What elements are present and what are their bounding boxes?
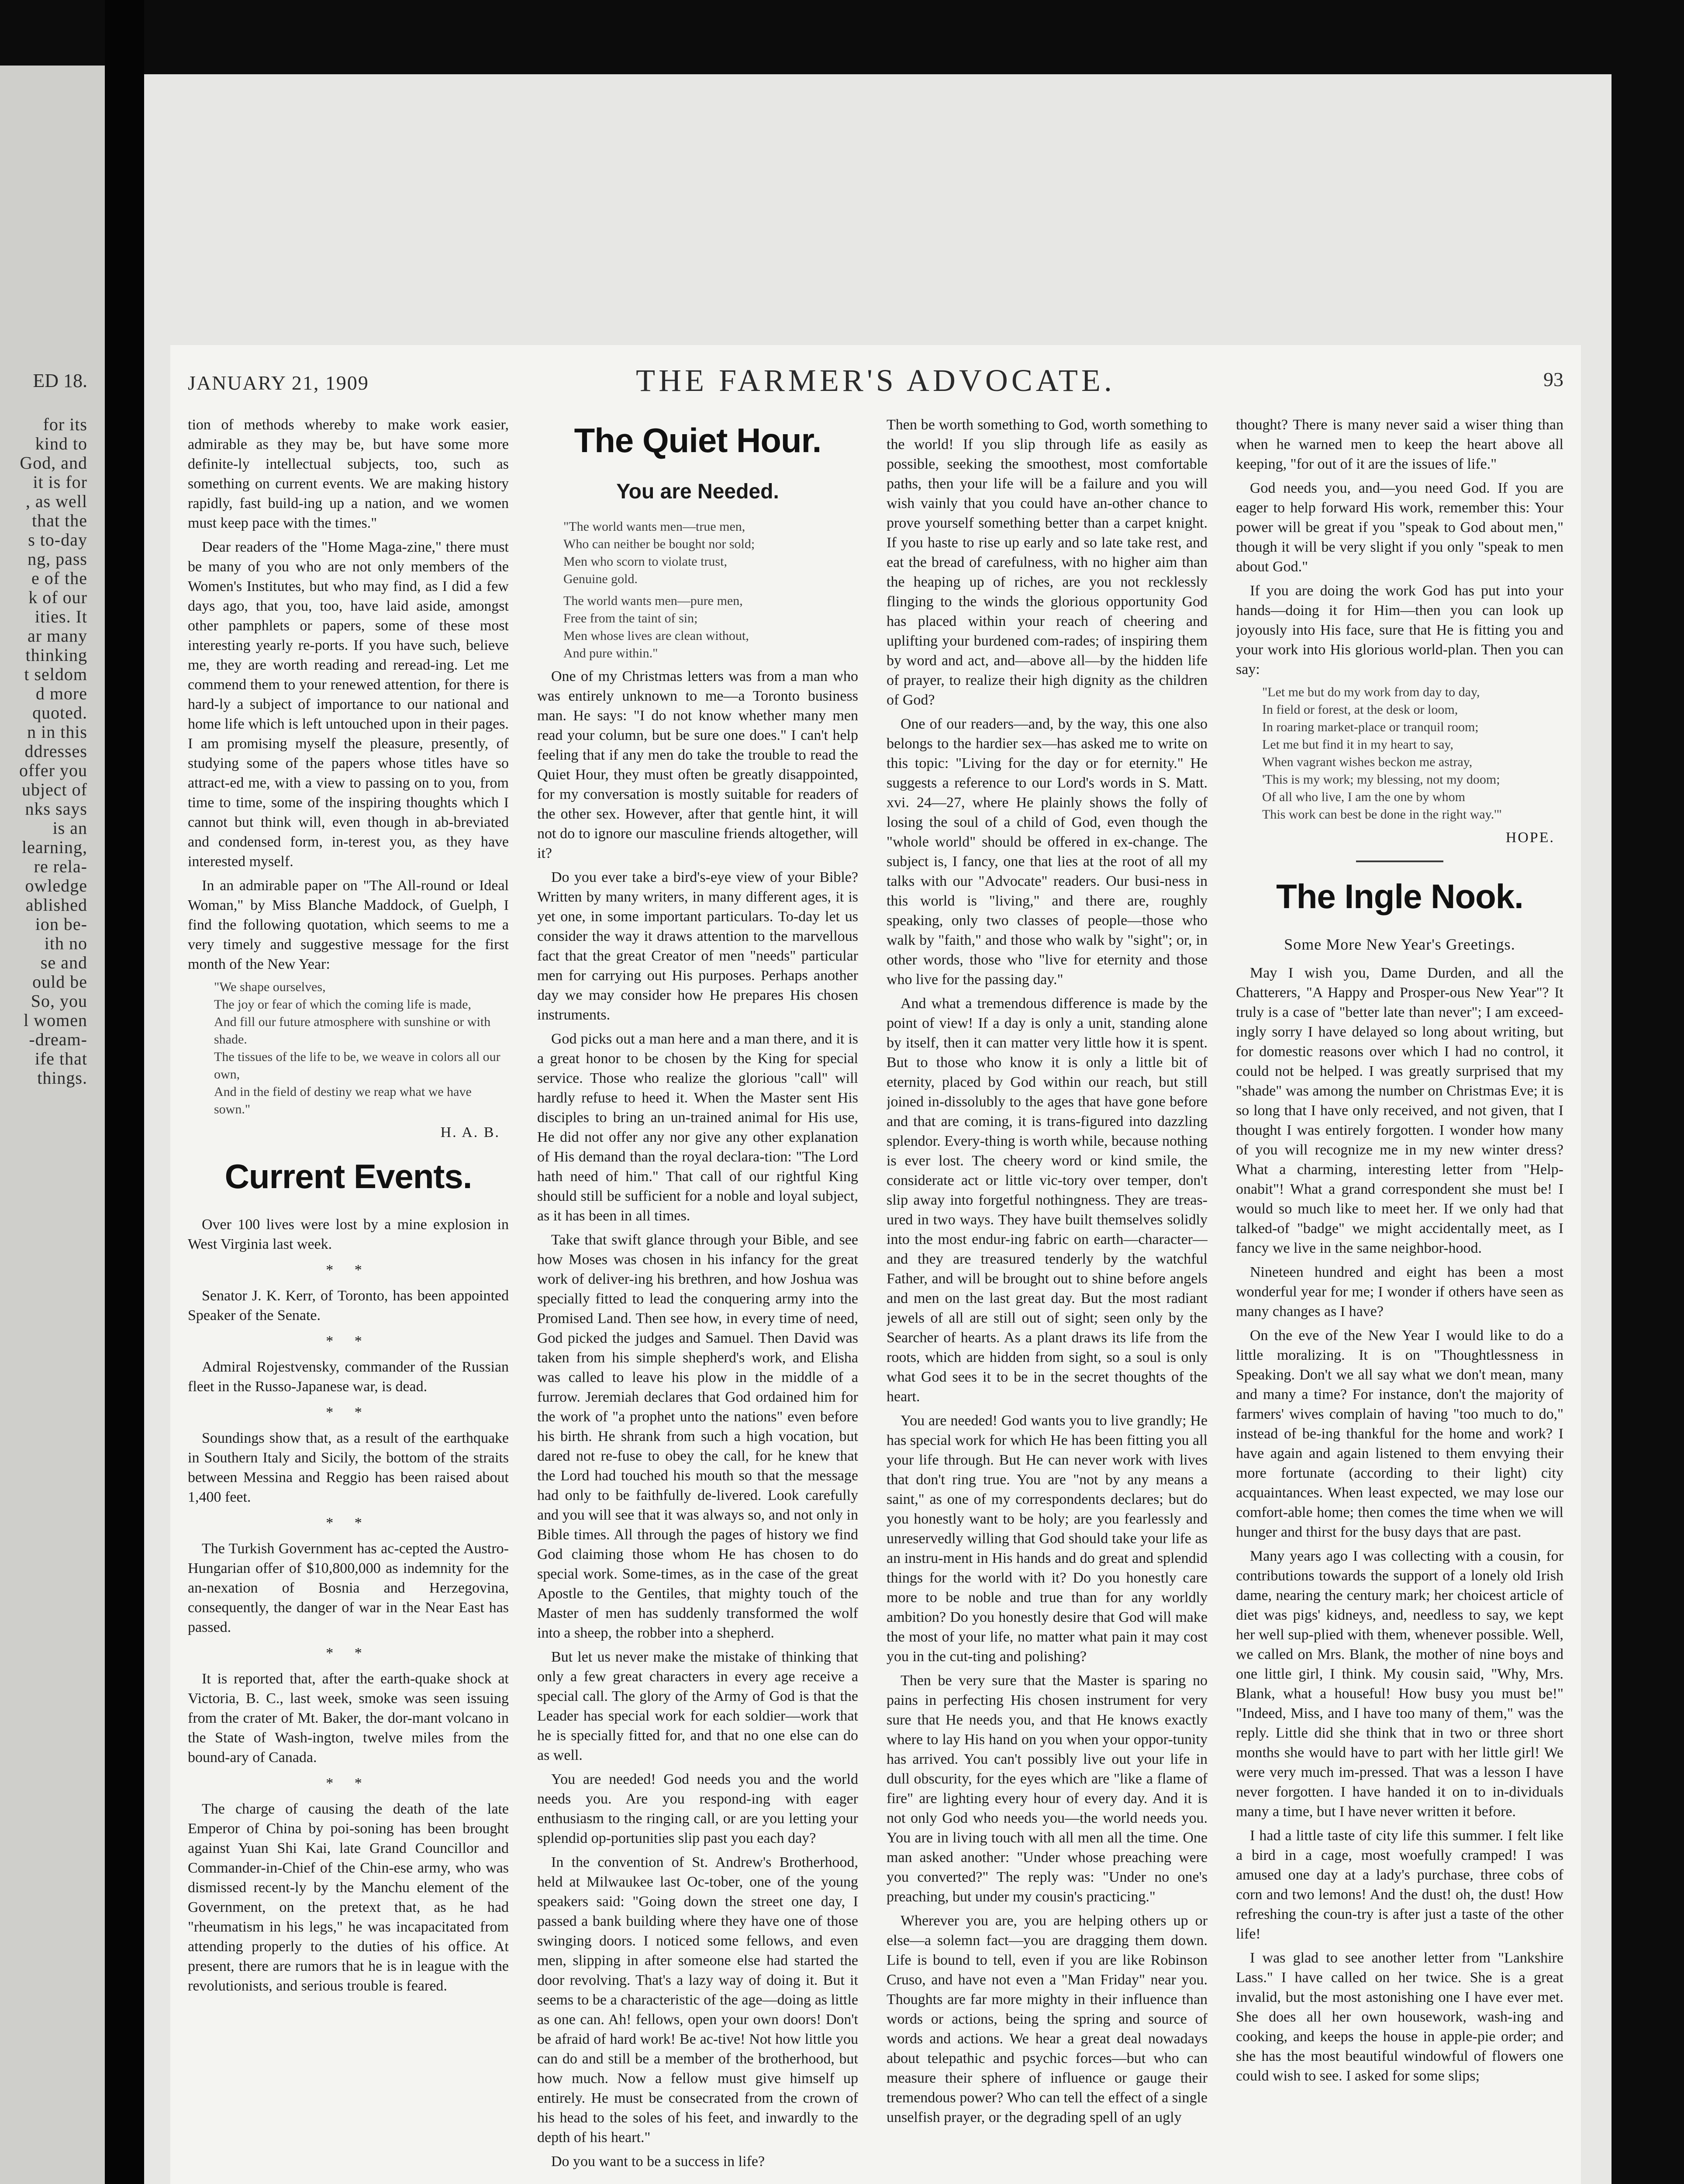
paragraph: You are needed! God needs you and the world needs you. Are you respond-ing with eager enthusiasm to the ringing call, or are you letting your splendid op-portunities slip past you each day? <box>537 1771 858 1846</box>
issue-date: JANUARY 21, 1909 <box>188 372 369 394</box>
paragraph: If you are doing the work God has put into your hands—doing it for Him—then you can look up joyously into His face, sure that He is fitting you and your work into His glorious world-plan. Then you can say: <box>1236 583 1563 677</box>
separator: * * <box>326 1404 371 1420</box>
paragraph: In an admirable paper on "The All-round or Ideal Woman," by Miss Blanche Maddock, of Guelph, I find the following quotation, which seems to me a very timely and suggestive message for the first month of the New Year: <box>188 878 509 972</box>
paragraph: One of our readers—and, by the way, this one also belongs to the hardier sex—has asked me to write on this topic: "Living for the day or for eternity." He suggests a reference to our Lord's words in S. Matt. xvi. 24—27, where He plainly shows the folly of losing the soul of a child of God, even though the "whole world" should be offered in ex-change. The subject is, I fancy, one that lies at the root of all my talks with our "Advocate" readers. Our busi-ness in this world is "living," and there are, roughly speaking, only two classes of people—those who walk by "faith," and those who walk by "sight"; or, in other words, those who "live for eternity and those who live for the passing day." <box>887 716 1208 988</box>
column-2 <box>537 415 858 2184</box>
news-item: Soundings show that, as a result of the earthquake in Southern Italy and Sicily, the bottom of the straits between Messina and Reggio has been raised about 1,400 feet. <box>188 1430 509 1505</box>
separator: * * <box>326 1515 371 1531</box>
paragraph: Many years ago I was collecting with a cousin, for contributions towards the support of a lonely old Irish dame, nearing the century mark; her choicest article of diet was pigs' kidneys, and, needless to say, we kept her well sup-plied with them, whenever possible. Well, we called on Mrs. Blank, the mother of nine boys and one little girl, I think. My cousin said, "Why, Mrs. Blank, what a houseful! How busy you must be!" "Indeed, Miss, and I have too many of them," was the reply. Little did she think that in two or three short months she would have to part with her little girl! We were very much im-pressed. That was a lesson I have never forgotten. I have handed it on to in-dividuals many a time, but I have never written it before. <box>1236 1548 1563 1820</box>
paragraph: Do you want to be a success in life? <box>551 2153 765 2170</box>
news-item: Over 100 lives were lost by a mine explosion in West Virginia last week. <box>188 1216 509 1252</box>
page-content <box>170 345 1581 2184</box>
paragraph: Then be worth something to God, worth something to the world! If you slip through life as easily as possible, seeking the smoothest, most comfortable paths, then your life will be a failure and you will wish vainly that you could have an-other chance to prove yourself something better than a carpet knight. If you haste to rise up early and so late take rest, and eat the bread of carefulness, with no higher aim than the heaping up of riches, are you not recklessly flinging to the winds the glorious opportunity God has placed within your reach of cheering and uplifting your burdened com-rades; of inspiring them by word and act, and—above all—by the hidden life of prayer, to realize their high dignity as the children of God? <box>887 417 1208 708</box>
paragraph: But let us never make the mistake of thinking that only a few great characters in every age receive a special call. The glory of the Army of God is that the Leader has special work for each soldier—work that he is specially fitted for, and that no one else can do as well. <box>537 1649 858 1763</box>
news-item: It is reported that, after the earth-quake shock at Victoria, B. C., last week, smoke was seen issuing from the crater of Mt. Baker, the dor-mant volcano in the State of Wash-ington, twelve miles from the bound-ary of Canada. <box>188 1671 509 1766</box>
separator: * * <box>326 1645 371 1661</box>
paragraph: Wherever you are, you are helping others up or else—a solemn fact—you are dragging them down. Life is bound to tell, even if you are like Robinson Cruso, and have not even a "Man Friday" near you. Thoughts are far more mighty in their influence than words or actions, being the spring and source of words and actions. We hear a great deal nowadays about telepathic and psychic forces—but who can measure their sphere of influence or gauge their tremendous power? Who can tell the effect of a single unselfish prayer, or the degrading spell of an ugly <box>887 1913 1208 2125</box>
paragraph: thought? There is many never said a wiser thing than when he warned men to keep the heart above all keeping, "for out of it are the issues of life." <box>1236 417 1563 472</box>
masthead-title: THE FARMER'S ADVOCATE. <box>636 363 1115 398</box>
ingle-nook-heading: The Ingle Nook. <box>1276 877 1523 916</box>
poem-quote: "The world wants men—true men, Who can neither be bought nor sold; Men who scorn to violate trust, Genuine gold. <box>563 519 755 586</box>
paragraph: God needs you, and—you need God. If you are eager to help forward His work, remember this: Your power will be great if you "speak to God about men," though it will be very slight if you only "speak to men about God." <box>1236 480 1563 575</box>
poem-quote: The world wants men—pure men, Free from the taint of sin; Men whose lives are clean without, And pure within." <box>563 594 749 660</box>
news-item: The Turkish Government has ac-cepted the Austro-Hungarian offer of $10,800,000 as indemnity for the an-nexation of Bosnia and Herzegovina, consequently, the danger of war in the Near East has passed. <box>188 1541 509 1635</box>
paragraph: May I wish you, Dame Durden, and all the Chatterers, "A Happy and Prosper-ous New Year"? It truly is a case of "better late than never"; I am exceed-ingly sorry I have delayed so long about writing, but for domestic reasons over which I had no control, it could not be helped. I was greatly surprised that my "shade" was among the number on Christmas Eve; it is so long that I have only received, and not given, that I thought I was entirely forgotten. I wonder how many of you will recognize me in my new winter dress? What a charming, interesting letter from "Help-onabit"! What a grand correspondent she must be! I would so much like to meet her. If we only had that talked-of "badge" we might accidentally meet, as I fancy we live in the same neighbor-hood. <box>1236 965 1563 1256</box>
separator: * * <box>326 1262 371 1278</box>
paragraph: I was glad to see another letter from "Lankshire Lass." I have called on her twice. She is a great invalid, but the most astonishing one I have ever met. She does all her own housework, wash-ing and cooking, and keeps the house in apple-pie order; and she has the most beautiful windowful of flowers one could wish to see. I asked for some slips; <box>1236 1950 1563 2084</box>
paragraph: Take that swift glance through your Bible, and see how Moses was chosen in his infancy for the great work of deliver-ing his brethren, and how Joshua was specially fitted to lead the conquering army into the Promised Land. Then see how, in every time of need, God picked the judges and Samuel. Then David was taken from his simple shepherd's work, and Elisha was called to leave his plow in the middle of a furrow. Jeremiah declares that God ordained him for the work of "a prophet unto the nations" even before his birth. He shrank from such a high vocation, but dared not re-fuse to obey the call, for he knew that the Lord had touched his mouth so that the message had only to be faithfully de-livered. Look carefully and you will see that it was always so, and not only in Bible times. All through the pages of history we find God claiming those whom He has chosen to do special work. Some-times, as in the case of the great Apostle to the Gentiles, that mighty touch of the Master of men has suddenly transformed the wolf into a sheep, the robber into a shepherd. <box>537 1232 858 1641</box>
paragraph: Nineteen hundred and eight has been a most wonderful year for me; I wonder if others have seen as many changes as I have? <box>1236 1264 1563 1320</box>
paragraph: I had a little taste of city life this summer. I felt like a bird in a cage, most woefully cramped! I was amused one day at a lady's purchase, three cobs of corn and two lemons! And the dust! oh, the dust! How refreshing the coun-try is after just a taste of the other life! <box>1236 1828 1563 1942</box>
separator: * * <box>326 1333 371 1349</box>
column-1 <box>188 415 509 2184</box>
you-are-needed-subheading: You are Needed. <box>616 480 779 503</box>
paragraph: Then be very sure that the Master is sparing no pains in perfecting His chosen instrument for very sure that He needs you, and that He knows exactly where to lay His hand on you when your oppor-tunity has arrived. You can't possibly live out your life in dull obscurity, for the eyes which are "like a flame of fire" are lighting every hour of every day. And it is not only God who needs you—the world needs you. You are in living touch with all men all the time. One man asked another: "Under whose preaching were you converted?" The reply was: "Under no one's preaching, but under my cousin's practicing." <box>887 1673 1208 1905</box>
current-events-heading: Current Events. <box>224 1157 472 1196</box>
paragraph: Do you ever take a bird's-eye view of your Bible? Written by many writers, in many different ages, it is yet one, in some important particulars. To-day let us consider the way it draws attention to the marvellous fact that the great Creator of men "needs" particular men for carrying out His purposes. Perhaps another day we may consider how He prepares His chosen instruments. <box>537 869 858 1023</box>
adjacent-page-header: ED 18. <box>33 370 87 391</box>
page-number: 93 <box>1543 368 1563 390</box>
news-item: Admiral Rojestvensky, commander of the Russian fleet in the Russo-Japanese war, is dead. <box>188 1359 509 1395</box>
running-head <box>170 345 1581 406</box>
paragraph: God picks out a man here and a man there, and it is a great honor to be chosen by the King for special service. Those who realize the glorious "call" will hardly refuse to heed it. When the Master sent His disciples to bring an un-trained animal for His use, He did not offer any nor give any other explanation of His demand than the royal declara-tion: "The Lord hath need of him." That call of our rightful King should still be sufficient for a noble and loyal subject, as it has been in all times. <box>537 1031 858 1224</box>
adjacent-page-text: for its kind to God, and it is for , as well that the s to-day ng, pass e of the k of our ities. It ar many thinking t seldom d more quoted. n in this ddresses offer you ubject of nks says is an learning, re rela- owledge ablished ion be- ith no se and ould be So, you l women -dream- ife that things. <box>19 415 87 1088</box>
column-3 <box>887 415 1208 2184</box>
paragraph: tion of methods whereby to make work easier, admirable as they may be, but have some more definite-ly intellectual subjects, too, such as something on current events. We are making history rapidly, fast build-ing up a nation, and we women must keep pace with the times." <box>188 417 509 531</box>
newspaper-page <box>144 74 1612 2184</box>
book-gutter <box>105 0 144 2184</box>
paragraph: On the eve of the New Year I would like to do a little moralizing. It is on "Thoughtlessness in Speaking. Don't we all say what we don't mean, many and many a time? For instance, don't the majority of farmers' wives complain of having "too much to do," instead of be-ing thankful for the home and work? I have again and again listened to them envying their more fortunate (according to their light) city acquaintances. When least expected, we may lose our comfort-able home; then comes the time when we will hunger and thirst for the busy days that are past. <box>1236 1327 1563 1540</box>
paragraph: One of my Christmas letters was from a man who was entirely unknown to me—a Toronto business man. He says: "I do not know whether many men read your column, but be sure one does." I can't help feeling that if any men do take the trouble to read the Quiet Hour, they must often be greatly disappointed, for my conversation is mostly suitable for readers of the other sex. However, after that gentle hint, it will not do to ignore our masculine friends altogether, will it? <box>537 668 858 861</box>
poem-quote: "We shape ourselves, The joy or fear of which the coming life is made, And fill our future atmosphere with sunshine or with shade. The tissues of the life to be, we weave in colors all our own, And in the field of destiny we reap what we have sown." <box>214 980 500 1116</box>
signature: HOPE. <box>1505 829 1555 846</box>
signature: H. A. B. <box>440 1124 500 1140</box>
section-divider <box>1356 860 1443 862</box>
adjacent-page-fragment <box>0 66 105 2184</box>
paragraph: Dear readers of the "Home Maga-zine," there must be many of you who are not only members of the Women's Institutes, but who may find, as I did a few days ago, that you, too, have laid aside, amongst other pamphlets or papers, some of these most interesting yearly re-ports. If you have such, believe me, they are worth reading and reread-ing. Let me commend them to your renewed attention, for there is hard-ly a subject of importance to our national and home life which is left untouched upon in their pages. I am promising myself the pleasure, presently, of studying some of the papers whose titles have so attract-ed me, with a view to passing on to you, from time to time, some of the inspiring thoughts which I cannot but think will, even though in ab-breviated and condensed form, in-terest you, as they have interested myself. <box>188 539 509 870</box>
separator: * * <box>326 1775 371 1791</box>
new-years-greetings-subheading: Some More New Year's Greetings. <box>1284 936 1515 953</box>
paragraph: And what a tremendous difference is made by the point of view! If a day is only a unit, standing alone by itself, then it can matter very little how it is spent. But to those who know it is only a little bit of eternity, placed by God within our reach, but still joined in-dissolubly to the ages that have gone before and that are coming, it is trans-figured into dazzling splendor. Every-thing is worth while, because nothing is ever lost. The cheery word or kind smile, the considerate act or little vic-tory over temper, don't slip away into forgetful nothingness. They are treas-ured in two ways. They have built themselves solidly into the most endur-ing fabric on earth—character—and they are treasured tenderly by the watchful Father, and will be brought out to shine before angels and men on the last great day. But the most radiant jewels of all are still out of sight; seen only by the Searcher of hearts. As a plant draws its life from the roots, which are hidden from sight, so a soul is only what God sees it to be in the secret thoughts of the heart. <box>887 995 1208 1405</box>
paragraph: You are needed! God wants you to live grandly; He has special work for which He has been fitting you all your life through. But He can never work with lives that don't ring true. You are "not by any means a saint," as one of my correspondents declares; but do you honestly want to be holy; are you fearlessly and unreservedly willing that God should take your life as an instru-ment in His hands and do great and splendid things for the world with it? Do you honestly care more to be noble and true than for any worldly ambition? Do you honestly desire that God will make the most of your life, no matter what pain it may cost you in the cut-ting and polishing? <box>887 1413 1208 1665</box>
poem-quote: "Let me but do my work from day to day, In field or forest, at the desk or loom, In roaring market-place or tranquil room; Let me but find it in my heart to say, When vagrant wishes beckon me astray, 'This is my work; my blessing, not my doom; Of all who live, I am the one by whom This work can best be done in the right way.'" <box>1262 685 1502 822</box>
paragraph: In the convention of St. Andrew's Brotherhood, held at Milwaukee last Oc-tober, one of the young speakers said: "Going down the street one day, I passed a bank building where they have one of those swinging doors. I noticed some fellows, and even men, slipping in after someone else had started the door revolving. That's a lazy way of doing it. But it seems to be a characteristic of the age—doing as little as one can. Ah! fellows, open your own doors! Don't be afraid of hard work! Be ac-tive! Not how little you can do and still be a member of the brotherhood, but how much. Now a fellow must give himself up entirely. He must be consecrated from the crown of his head to the soles of his feet, and inwardly to the depth of his heart." <box>537 1854 858 2146</box>
quiet-hour-heading: The Quiet Hour. <box>574 421 821 460</box>
news-item: The charge of causing the death of the late Emperor of China by poi-soning has been brought against Yuan Shi Kai, late Grand Councillor and Commander-in-Chief of the Chin-ese army, who was dismissed recent-ly by the Manchu element of the Government, on the pretext that, as he had "rheumatism in his legs," he was incapacitated from attending properly to the duties of his office. At present, there are rumors that he is in league with the revolutionists, and serious trouble is feared. <box>188 1801 509 1994</box>
article-columns <box>188 415 1563 2184</box>
news-item: Senator J. K. Kerr, of Toronto, has been appointed Speaker of the Senate. <box>188 1288 509 1324</box>
column-4 <box>1236 415 1563 2184</box>
